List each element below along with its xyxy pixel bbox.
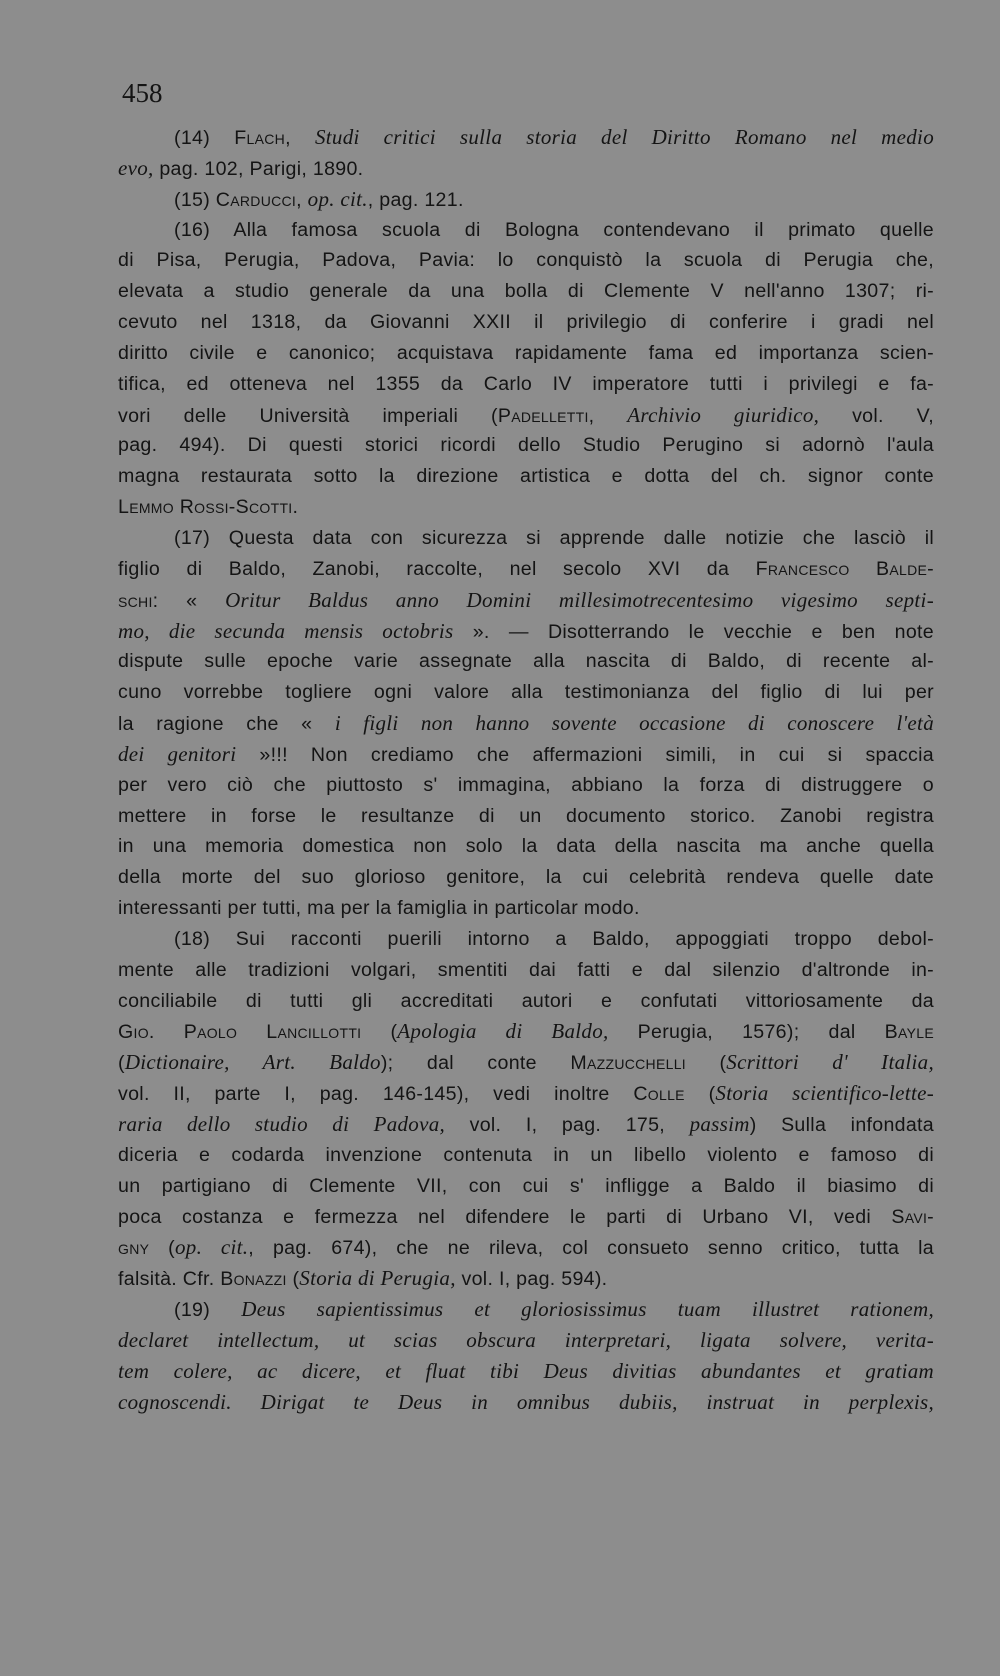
text-segment: diritto civile e canonico; acquistava rapidamente fama ed importanza scien- (118, 341, 934, 364)
text-segment: poca costanza e fermezza nel difendere le parti di Urbano VI, vedi (118, 1205, 892, 1228)
text-line (118, 739, 934, 770)
text-segment: vol. V, (819, 404, 934, 427)
text-line (118, 523, 934, 554)
text-line (118, 1140, 934, 1171)
text-line (118, 708, 934, 739)
text-line (118, 1325, 934, 1356)
text-segment: conciliabile di tutti gli accreditati autori e confutati vittoriosamente da (118, 989, 934, 1012)
text-segment: diceria e codarda invenzione contenuta in un libello violento e famoso di (118, 1143, 934, 1166)
text-segment: della morte del suo glorioso genitore, la cui celebrità rendeva quelle date (118, 866, 934, 889)
text-line (118, 461, 934, 492)
text-segment: mente alle tradizioni volgari, smentiti dai fatti e dal silenzio d'altronde in- (118, 958, 934, 981)
text-segment: ( (685, 1052, 727, 1075)
text-line (118, 801, 934, 832)
text-segment: Scrittori d' Italia, (726, 1050, 934, 1075)
text-segment: Mazzucchelli (570, 1052, 686, 1075)
text-line (118, 307, 934, 338)
text-line (118, 986, 934, 1017)
text-segment: Flach (234, 127, 286, 149)
text-segment: ) Sulla infondata (749, 1114, 934, 1136)
text-line (118, 955, 934, 986)
text-segment: mettere in forse le resultanze di un documento storico. Zanobi registra (118, 804, 934, 827)
text-segment: per vero ciò che piuttosto s' immagina, abbiano la forza di distruggere o (118, 773, 934, 796)
text-line (118, 1016, 934, 1047)
text-segment: ); dal conte (380, 1052, 571, 1075)
page-number: 458 (122, 78, 163, 108)
text-line (118, 1387, 934, 1418)
text-segment: Padelletti (497, 404, 589, 427)
text-line (118, 616, 934, 647)
text-segment: , pag. 674), che ne rileva, col consueto senno critico, tutta la (248, 1237, 934, 1260)
text-line (118, 1047, 934, 1078)
text-line (118, 400, 934, 431)
text-line (118, 338, 934, 369)
text-segment: cevuto nel 1318, da Giovanni XXII il privilegio di conferire i gradi nel (118, 311, 934, 334)
text-segment: (16) Alla famosa scuola di Bologna contendevano il primato quelle (174, 218, 934, 241)
text-segment: , (285, 127, 315, 149)
text-segment: dispute sulle epoche varie assegnate alla nascita di Baldo, di recente al- (118, 650, 934, 673)
text-segment: vori delle Università imperiali ( (118, 404, 498, 427)
text-segment: ( (684, 1083, 716, 1106)
text-segment: vol. I, pag. 175, (445, 1114, 690, 1136)
text-segment: interessanti per tutti, ma per la famiglia in particolar modo. (118, 897, 640, 920)
text-line (118, 245, 934, 276)
text-segment: : « (152, 589, 226, 612)
text-line (118, 1171, 934, 1202)
text-segment: Lemmo Rossi-Scotti (118, 496, 293, 519)
text-segment: , (296, 188, 308, 211)
text-segment: (17) Questa data con sicurezza si apprende dalle notizie che lasciò il (174, 526, 934, 549)
text-segment: di Pisa, Perugia, Padova, Pavia: lo conquistò la scuola di Perugia che, (118, 249, 934, 272)
text-line (118, 184, 934, 215)
text-segment: Oritur Baldus anno Domini millesimotrecentesimo vigesimo septi- (225, 587, 934, 612)
text-line (118, 770, 934, 801)
text-segment: ». — Disotterrando le vecchie e ben note (453, 620, 934, 643)
text-segment: Bayle (884, 1021, 934, 1044)
text-segment: cuno vorrebbe togliere ogni valore alla testimonianza del figlio di lui per (118, 681, 934, 704)
text-segment: pag. 494). Di questi storici ricordi dello Studio Perugino si adornò l'aula (118, 434, 934, 457)
text-segment: un partigiano di Clemente VII, con cui s' infligge a Baldo il biasimo di (118, 1174, 934, 1197)
text-line (118, 153, 934, 184)
text-segment: ( (361, 1021, 398, 1044)
text-line (118, 1078, 934, 1109)
text-segment: figlio di Baldo, Zanobi, raccolte, nel secolo XVI da (118, 557, 756, 580)
text-line (118, 276, 934, 307)
text-segment: ( (286, 1268, 300, 1291)
text-line (118, 1232, 934, 1263)
text-segment: Francesco Balde- (755, 557, 934, 580)
text-line (118, 893, 934, 924)
text-line (118, 862, 934, 893)
text-line (118, 1109, 934, 1140)
text-segment: pag. 102, Parigi, 1890. (153, 157, 364, 180)
text-segment: Storia scientifico-lette- (715, 1081, 934, 1106)
text-line (118, 585, 934, 616)
text-segment: mo, die secunda mensis octobris (118, 618, 454, 643)
text-segment: Colle (633, 1083, 685, 1106)
text-segment: Deus sapientissimus et gloriosissimus tuam illustret rationem, (241, 1297, 934, 1322)
text-segment: Carducci (215, 188, 297, 211)
text-segment: (14) (174, 127, 235, 149)
text-segment: raria dello studio di Padova, (118, 1112, 446, 1136)
text-segment: , (588, 404, 628, 427)
text-segment: Bonazzi (220, 1268, 287, 1291)
text-line (118, 1294, 934, 1325)
text-segment: gny (118, 1237, 150, 1260)
text-segment: declaret intellectum, ut scias obscura interpretari, ligata solvere, verita- (118, 1327, 934, 1352)
text-segment: Dictionaire, Art. Baldo (124, 1050, 381, 1075)
text-line (118, 831, 934, 862)
text-line (118, 677, 934, 708)
text-segment: op. cit. (174, 1235, 249, 1260)
text-segment: dei genitori (118, 741, 237, 766)
text-segment: Studi critici sulla storia del Diritto Romano nel medio (315, 125, 934, 149)
text-segment: falsità. Cfr. (118, 1268, 221, 1291)
text-line (118, 492, 934, 523)
text-segment: ( (118, 1052, 125, 1075)
text-segment: tifica, ed otteneva nel 1355 da Carlo IV imperatore tutti i privilegi e fa- (118, 372, 934, 395)
text-line (118, 430, 934, 461)
text-segment: , pag. 121. (367, 188, 464, 211)
text-segment: Storia di Perugia, (299, 1266, 456, 1291)
text-segment: schi (118, 589, 153, 612)
text-segment: Perugia, 1576); dal (608, 1021, 885, 1044)
text-segment: in una memoria domestica non solo la data della nascita ma anche quella (118, 835, 934, 858)
text-line (118, 369, 934, 400)
text-segment: Savi- (891, 1205, 934, 1228)
text-segment: op. cit. (307, 186, 368, 211)
text-segment: elevata a studio generale da una bolla di Clemente V nell'anno 1307; ri- (118, 280, 934, 303)
text-line (118, 1356, 934, 1387)
text-segment: (18) Sui racconti puerili intorno a Baldo, appoggiati troppo debol- (174, 927, 934, 950)
text-segment: vol. I, pag. 594). (455, 1268, 608, 1291)
text-segment: vol. II, parte I, pag. 146-145), vedi inoltre (118, 1083, 634, 1106)
text-segment: cognoscendi. Dirigat te Deus in omnibus dubiis, instruat in perplexis, (118, 1389, 934, 1414)
text-segment: tem colere, ac dicere, et fluat tibi Deus divitias abundantes et gratiam (118, 1358, 934, 1383)
text-segment: (15) (174, 188, 216, 211)
text-segment: Gio. Paolo Lancillotti (118, 1021, 362, 1044)
text-segment: i figli non hanno sovente occasione di conoscere l'età (334, 711, 934, 736)
text-segment: magna restaurata sotto la direzione artistica e dotta del ch. signor conte (118, 465, 934, 488)
text-segment: . (292, 496, 299, 519)
text-segment: ( (149, 1237, 175, 1260)
text-line (118, 215, 934, 246)
text-line (118, 924, 934, 955)
footnotes-body (118, 122, 934, 1417)
text-segment: la ragione che « (118, 713, 335, 736)
text-line (118, 554, 934, 585)
text-line (118, 1263, 934, 1294)
text-segment: Apologia di Baldo, (397, 1019, 609, 1044)
text-segment: evo, (118, 155, 154, 180)
text-line (118, 122, 934, 153)
text-segment: Archivio giuridico, (627, 402, 820, 427)
text-segment: »!!! Non crediamo che affermazioni simili, in cui si spaccia (236, 743, 934, 766)
text-segment: passim (689, 1112, 750, 1136)
text-line (118, 646, 934, 677)
text-segment: (19) (174, 1299, 242, 1322)
text-line (118, 1202, 934, 1233)
